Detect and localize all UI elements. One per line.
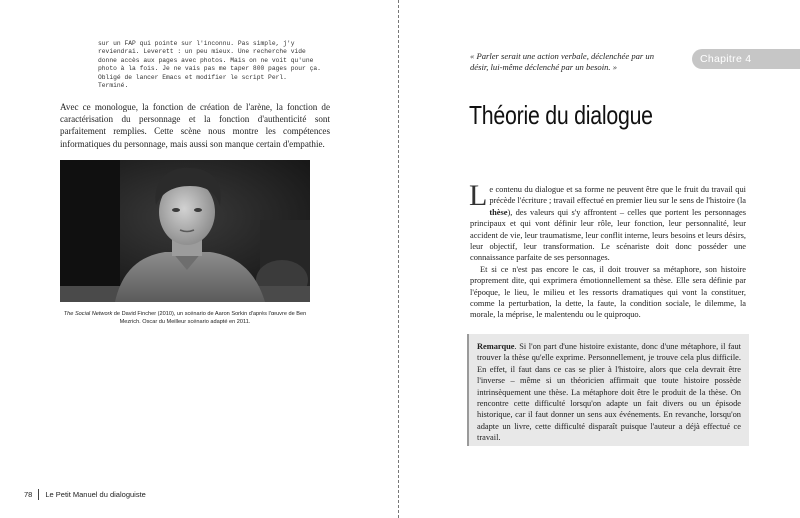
caption-film-title: The Social Network — [63, 311, 113, 317]
body-text: ), des valeurs qui s'y affrontent – celles que portent les personnages principaux et qui vont définir leur rôle, leur fonction, leur personnalité, leur accident de vie, leur traumatisme, leur conflit interne, leurs besoins et leurs désirs, leur objectif, leur transformation. Le scénariste doit donc posséder une connaissance parfaite de ses personnages. — [470, 207, 746, 263]
remark-label: Remarque — [477, 342, 515, 351]
body-paragraph-2: Et si ce n'est pas encore le cas, il doit trouver sa métaphore, son histoire proprement dite, qui exprimera émotionnellement sa thèse. Elle sera définie par l'époque, le lieu, le milieu et les ressorts dramatiques qui vont la constituer, comme la perturbation, la dette, la faute, la condition sociale, le dilemme, la morale, la méprise, le malentendu ou le quiproquo. — [470, 264, 746, 320]
chapter-label: Chapitre 4 — [700, 53, 752, 65]
drop-cap: L — [469, 179, 488, 212]
portrait-illustration — [60, 160, 310, 302]
page-number: 78 — [24, 490, 33, 499]
page-footer — [24, 489, 146, 500]
code-block: sur un FAP qui pointe sur l'inconnu. Pas simple, j'y reviendrai. Leverett : un peu mieux. Une recherche vide donne accès aux pages avec photos. Mais on ne voit qu'une photo à la fois. Je ne vais pas me taper 800 pages pour ça. Obligé de lancer Emacs et modifier le script Perl. Terminé. — [98, 40, 321, 90]
book-title: Le Petit Manuel du dialoguiste — [45, 490, 146, 499]
body-paragraph-1 — [469, 179, 746, 264]
chapter-title: Théorie du dialogue — [469, 100, 653, 130]
chapter-body — [469, 179, 746, 321]
caption-text: de David Fincher (2010), un scénario de Aaron Sorkin d'après l'œuvre de Ben Mezrich. Oscar du Meilleur scénario adapté en 2011. — [112, 311, 307, 325]
remark-body: . Si l'on part d'une histoire existante, donc d'une métaphore, il faut trouver la thèse qu'elle exprime. Personnellement, je trouve cela plus difficile. En effet, il faut dans ce cas se plier à l'histoire, alors que cela devrait être l'inverse – même si un théoricien affirmait que toute histoire possède intrinsèquement une thèse. La métaphore doit être le produit de la thèse. On rencontre cette difficulté lorsqu'on adapte un fait divers ou un épisode historique, car il faut donner un sens aux événements. En revanche, lorsqu'on adapte un livre, cette difficulté disparaît puisque l'auteur a déjà effectué ce travail. — [477, 342, 741, 443]
photo-caption — [60, 310, 310, 326]
footer-separator — [38, 489, 39, 500]
page-gutter-divider — [398, 0, 399, 518]
bold-term: thèse — [489, 207, 508, 217]
film-still-photo — [60, 160, 310, 302]
remark-text — [477, 341, 741, 444]
body-text: e contenu du dialogue et sa forme ne peuvent être que le fruit du travail qui précède l'écriture ; travail effectué en premier lieu sur le sens de l'histoire (la — [489, 185, 746, 206]
chapter-epigraph: « Parler serait une action verbale, déclenchée par un désir, lui-même déclenché par un besoin. » — [470, 51, 654, 73]
left-paragraph: Avec ce monologue, la fonction de création de l'arène, la fonction de caractérisation du personnage et la fonction d'authenticité sont parfaitement remplies. Cette scène nous montre les compétences informatiques du personnage, mais aussi son manque certain d'empathie. — [60, 102, 330, 149]
